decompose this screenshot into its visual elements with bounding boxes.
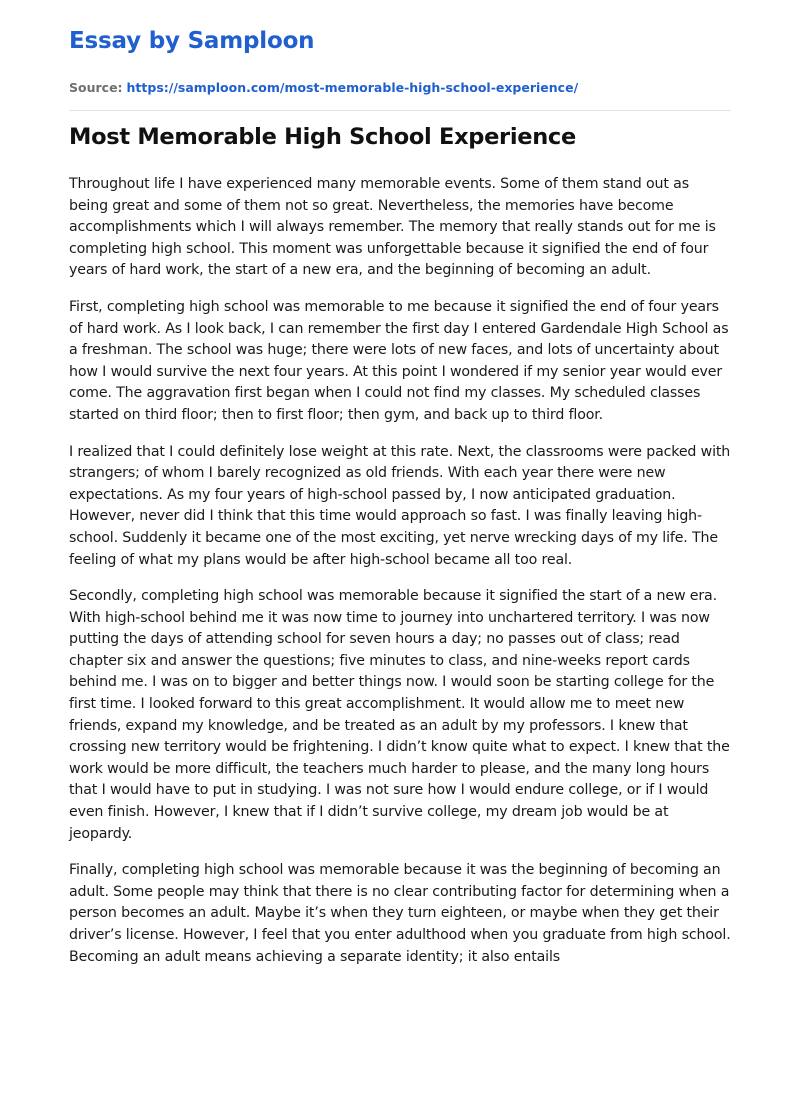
essay-paragraph: Secondly, completing high school was memorable because it signified the start of a new era. With high-school behind me it was now time to journey into unchartered territory. I was now putting the days of attending school for seven hours a day; no passes out of class; read chapter six and answer the questions; five minutes to class, and nine-weeks report cards behind me. I was on to bigger and better things now. I would soon be starting college for the first time. I looked forward to this great accomplishment. It would allow me to meet new friends, expand my knowledge, and be treated as an adult by my professors. I knew that crossing new territory would be frightening. I didn’t know quite what to expect. I knew that the work would be more difficult, the teachers much harder to please, and the many long hours that I would have to put in studying. I was not sure how I would endure college, or if I would even finish. However, I knew that if I didn’t survive college, my dream job would be at jeopardy.	[69, 588, 730, 842]
essay-paragraph: I realized that I could definitely lose weight at this rate. Next, the classrooms were packed with strangers; of whom I barely recognized as old friends. With each year there were new expectations. As my four years of high-school passed by, I now anticipated graduation. However, never did I think that this time would approach so fast. I was finally leaving high-school. Suddenly it became one of the most exciting, yet nerve wrecking days of my life. The feeling of what my plans would be after high-school became all too real.	[69, 443, 731, 568]
essay-body	[69, 174, 731, 983]
source-line	[69, 80, 578, 95]
essay-title: Most Memorable High School Experience	[69, 124, 576, 150]
essay-paragraph: First, completing high school was memorable to me because it signified the end of four years of hard work. As I look back, I can remember the first day I entered Gardendale High School as a freshman. The school was huge; there were lots of new faces, and lots of uncertainty about how I would survive the next four years. At this point I wondered if my senior year would ever come. The aggravation first began when I could not find my classes. My scheduled classes started on third floor; then to first floor; then gym, and back up to third floor.	[69, 298, 729, 423]
essay-paragraph: Throughout life I have experienced many memorable events. Some of them stand out as being great and some of them not so great. Nevertheless, the memories have become accomplishments which I will always remember. The memory that really stands out for me is completing high school. This moment was unforgettable because it signified the end of four years of hard work, the start of a new era, and the beginning of becoming an adult.	[69, 176, 716, 279]
essay-paragraph: Finally, completing high school was memorable because it was the beginning of becoming an adult. Some people may think that there is no clear contributing factor for determining when a person becomes an adult. Maybe it’s when they turn eighteen, or maybe when they get their driver’s license. However, I feel that you enter adulthood when you graduate from high school. Becoming an adult means achieving a separate identity; it also entails	[69, 862, 731, 965]
site-brand[interactable]: Essay by Samploon	[69, 28, 315, 54]
source-link[interactable]: https://samploon.com/most-memorable-high-school-experience/	[126, 80, 579, 95]
source-label: Source:	[69, 80, 123, 95]
header-divider	[69, 110, 731, 111]
